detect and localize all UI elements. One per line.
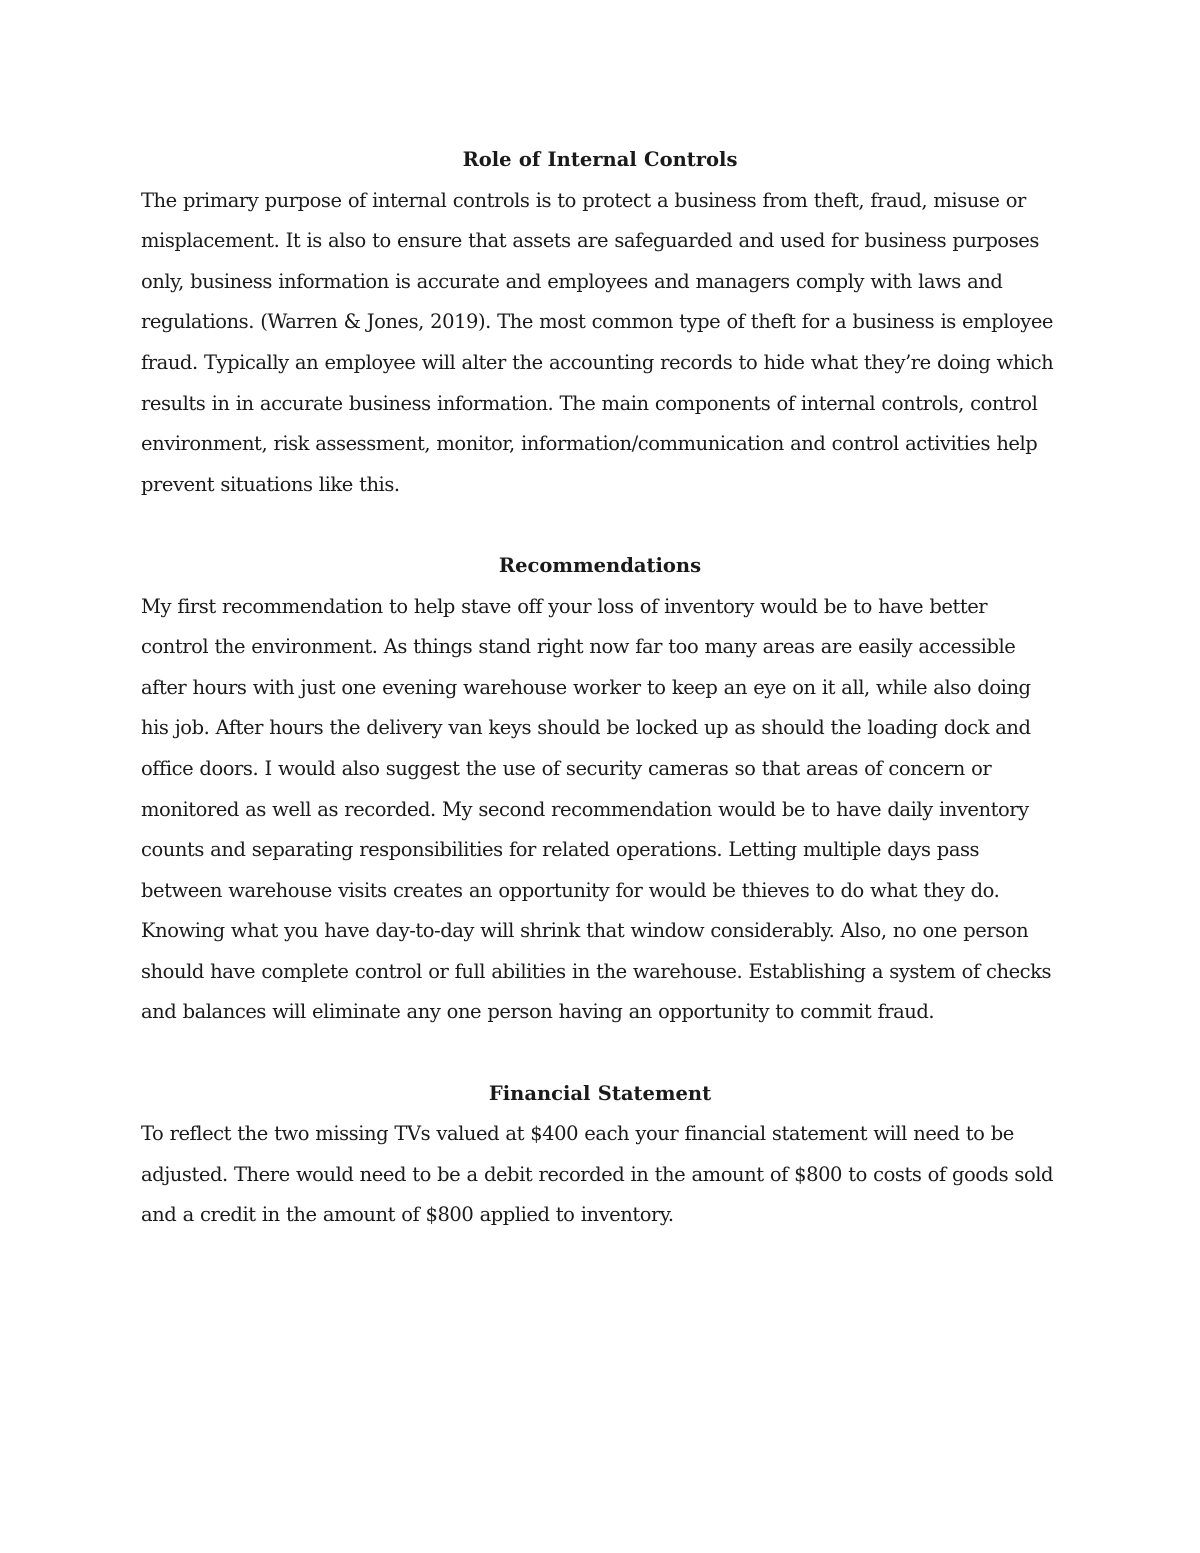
section-body-recommendations: My first recommendation to help stave off your loss of inventory would be to have better control the environment. As things stand right now far too many areas are easily accessible after hours with just one evening warehouse worker to keep an eye on it all, while also doing his job. After hours the delivery van keys should be locked up as should the loading dock and office doors. I would also suggest the use of security cameras so that areas of concern or monitored as well as recorded. My second recommendation would be to have daily inventory counts and separating responsibilities for related operations. Letting multiple days pass between warehouse visits creates an opportunity for would be thieves to do what they do. Knowing what you have day-to-day will shrink that window considerably. Also, no one person should have complete control or full abilities in the warehouse. Establishing a system of checks and balances will eliminate any one person having an opportunity to commit fraud.	[141, 594, 1052, 1024]
section-heading-financial-statement: Financial Statement	[488, 1081, 712, 1105]
section-spacer	[141, 505, 1059, 546]
section-spacer	[141, 1033, 1059, 1074]
section-body-role-of-internal-controls: The primary purpose of internal controls is to protect a business from theft, fraud, misuse or misplacement. It is also to ensure that assets are safeguarded and used for business purposes only, business information is accurate and employees and managers comply with laws and regulations. (Warren & Jones, 2019). The most common type of theft for a business is employee fraud. Typically an employee will alter the accounting records to hide what they’re doing which results in in accurate business information. The main components of internal controls, control environment, risk assessment, monitor, information/communication and control activities help prevent situations like this.	[141, 188, 1054, 496]
section-heading-role-of-internal-controls: Role of Internal Controls	[462, 148, 738, 171]
section-heading-recommendations: Recommendations	[498, 553, 702, 577]
section-body-financial-statement: To reflect the two missing TVs valued at $400 each your financial statement will need to be adjusted. There would need to be a debit recorded in the amount of $800 to costs of goods sold and a credit in the amount of $800 applied to inventory.	[141, 1122, 1054, 1227]
document-content	[141, 140, 1059, 1236]
